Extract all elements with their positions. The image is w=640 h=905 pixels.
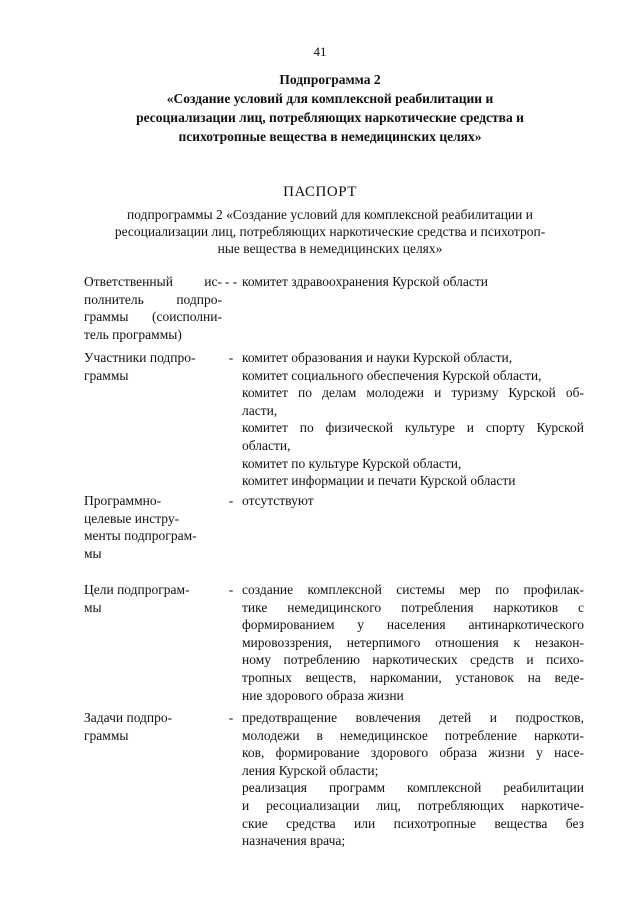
value-line: реализация программ комплексной реабилитации [242, 780, 584, 796]
passport-subtitle [90, 206, 570, 257]
value-line: ские средства или психотропные вещества без [242, 815, 584, 831]
passport-heading: ПАСПОРТ [283, 184, 357, 200]
value-line: комитет по физической культуре и спорту Курской [242, 420, 584, 436]
value-line: мировоззрения, нетерпимого отношения к незакон- [242, 634, 584, 650]
label-line: целевые инстру- [84, 510, 180, 526]
row-label [84, 709, 222, 744]
subprogram-title [110, 70, 550, 146]
value-line: отсутствуют [242, 493, 314, 508]
title-line: «Создание условий для комплексной реабилитации и [166, 91, 494, 106]
title-line: ресоциализации лиц, потребляющих наркотические средства и [136, 110, 524, 125]
row-label [84, 273, 222, 343]
row-label [84, 581, 222, 616]
value-line: ласти, [242, 402, 278, 418]
label-line: Участники подпро- [84, 350, 196, 365]
value-line: комитет образования и науки Курской области, [242, 350, 513, 365]
value-line: ному потреблению наркотических средств и психо- [242, 652, 584, 668]
label-line: Цели подпрограм- [84, 582, 190, 597]
value-line: комитет по делам молодежи и туризму Курской об- [242, 385, 584, 401]
row-dash: - [228, 493, 234, 508]
row-dash: - - [224, 274, 238, 289]
row-dash: - [228, 710, 234, 725]
row-dash: - [228, 582, 234, 597]
passport-subtitle-line: ресоциализации лиц, потребляющих наркотические средства и психотроп- [114, 224, 546, 239]
row-value [242, 581, 584, 704]
value-line: комитет информации и печати Курской области [242, 473, 516, 489]
value-line: тропных веществ, наркомании, установок на веде- [242, 669, 584, 685]
value-line: молодежи в немедицинское потребление наркоти- [242, 727, 584, 743]
value-line: создание комплексной системы мер по профилак- [242, 582, 584, 597]
label-line: мы [84, 599, 102, 615]
title-line: психотропные вещества в немедицинских целях» [178, 129, 482, 144]
page-number: 41 [313, 44, 327, 59]
value-line: комитет по культуре Курской области, [242, 455, 462, 471]
label-line: Программно- [84, 493, 162, 508]
title-line: Подпрограмма 2 [279, 72, 381, 87]
label-line: граммы (соисполни- [84, 309, 222, 325]
value-line: ние здорового образа жизни [242, 687, 404, 703]
label-line: Задачи подпро- [84, 710, 173, 725]
value-line: ков, формирование здорового образа жизни у насе- [242, 745, 584, 761]
label-line: граммы [84, 727, 129, 743]
row-value [242, 709, 584, 850]
value-line: тике немедицинского потребления наркотиков с [242, 599, 584, 615]
value-line: назначения врача; [242, 833, 346, 849]
label-line: Ответственный ис- [84, 274, 222, 289]
row-label [84, 349, 222, 384]
passport-subtitle-line: ные вещества в немедицинских целях» [217, 241, 443, 256]
row-dash: - [228, 350, 234, 365]
label-line: менты подпрограм- [84, 528, 197, 544]
row-value [242, 273, 584, 291]
label-line: мы [84, 545, 102, 561]
value-line: комитет социального обеспечения Курской области, [242, 367, 542, 383]
value-line: комитет здравоохранения Курской области [242, 274, 489, 289]
value-line: формированием у населения антинаркотического [242, 617, 584, 633]
value-line: и ресоциализации лиц, потребляющих наркотиче- [242, 797, 584, 813]
label-line: граммы [84, 367, 129, 383]
passport-subtitle-line: подпрограммы 2 «Создание условий для комплексной реабилитации и [127, 207, 533, 222]
value-line: предотвращение вовлечения детей и подростков, [242, 710, 584, 725]
row-value [242, 349, 584, 490]
value-line: области, [242, 437, 291, 453]
row-label [84, 492, 222, 562]
label-line: тель программы) [84, 326, 182, 342]
row-value [242, 492, 584, 510]
value-line: ления Курской области; [242, 762, 379, 778]
label-line: полнитель подпро- [84, 291, 222, 307]
